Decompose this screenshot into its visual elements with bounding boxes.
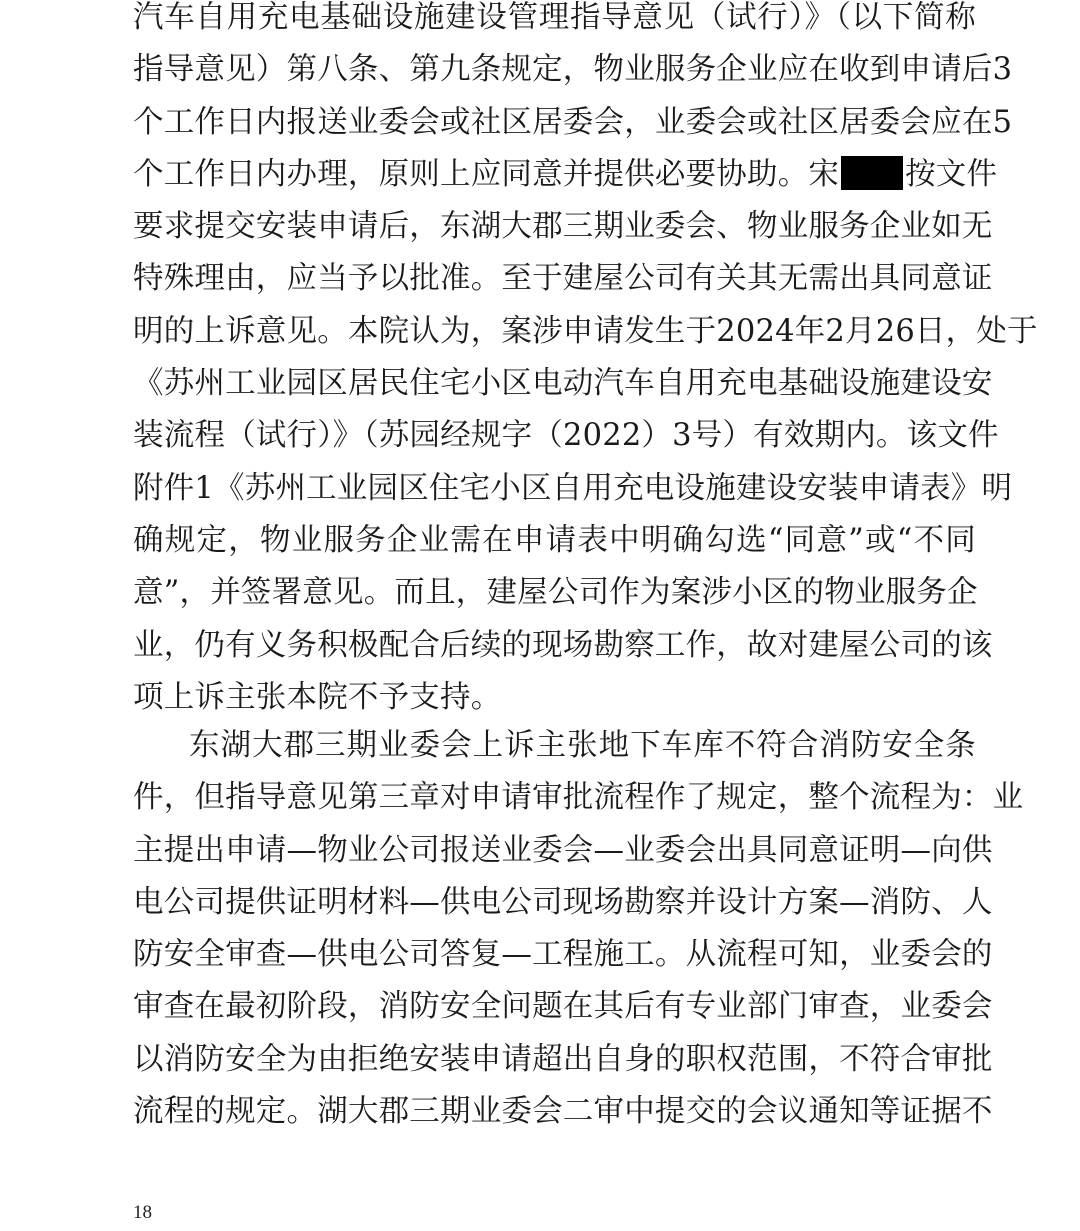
text-segment: 个工作日内办理，原则上应同意并提供必要协助。宋 [133,156,840,192]
text-line: 以消防安全为由拒绝安装申请超出自身的职权范围，不符合审批 [133,1041,993,1077]
text-line: 审查在最初阶段，消防安全问题在其后有专业部门审查，业委会 [133,989,993,1025]
paragraph-1 [133,0,1038,724]
text-line: 项上诉主张本院不予支持。 [133,679,502,715]
text-segment: 按文件 [905,156,998,192]
text-line: 主提出申请—物业公司报送业委会—业委会出具同意证明—向供 [133,832,993,868]
text-line: 《苏州工业园区居民住宅小区电动汽车自用充电基础设施建设安 [133,366,993,402]
page-number: 18 [133,1202,152,1223]
text-line: 明的上诉意见。本院认为，案涉申请发生于2024年2月26日，处于 [133,313,1038,349]
text-line: 业，仍有义务积极配合后续的现场勘察工作，故对建屋公司的该 [133,627,993,663]
text-line: 件，但指导意见第三章对申请审批流程作了规定，整个流程为：业 [133,780,1024,816]
redaction-box [841,156,903,190]
text-line: 意”，并签署意见。而且，建屋公司作为案涉小区的物业服务企 [133,575,978,611]
text-line: 防安全审查—供电公司答复—工程施工。从流程可知，业委会的 [133,937,993,973]
text-line: 个工作日内报送业委会或社区居委会，业委会或社区居委会应在5 [133,104,1013,140]
text-line: 流程的规定。湖大郡三期业委会二审中提交的会议通知等证据不 [133,1094,993,1130]
text-line: 特殊理由，应当予以批准。至于建屋公司有关其无需出具同意证 [133,261,993,297]
text-line: 确规定，物业服务企业需在申请表中明确勾选“同意”或“不同 [133,522,976,558]
text-line: 汽车自用充电基础设施建设管理指导意见（试行）》（以下简称 [133,0,976,35]
text-line: 装流程（试行）》（苏园经规字（2022）3号）有效期内。该文件 [133,418,999,454]
text-line: 要求提交安装申请后，东湖大郡三期业委会、物业服务企业如无 [133,209,993,245]
text-line: 附件1《苏州工业园区住宅小区自用充电设施建设安装申请表》明 [133,470,1013,506]
text-line: 电公司提供证明材料—供电公司现场勘察并设计方案—消防、人 [133,884,993,920]
paragraph-2 [133,720,1024,1138]
text-line-with-redaction [133,149,998,201]
text-line: 指导意见）第八条、第九条规定，物业服务企业应在收到申请后3 [133,52,1013,88]
text-line: 东湖大郡三期业委会上诉主张地下车库不符合消防安全条 [189,728,976,763]
